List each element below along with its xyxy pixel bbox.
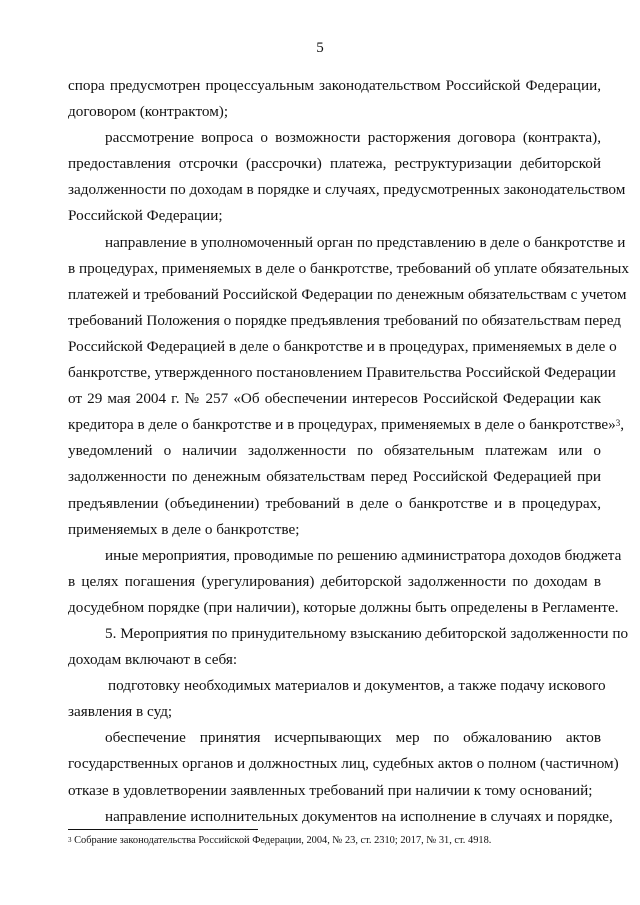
paragraph-1 [68, 73, 601, 125]
text-line: направление в уполномоченный орган по представлению в деле о банкротстве и [105, 233, 626, 251]
text-line: заявления в суд; [68, 703, 173, 721]
text-line: отказе в удовлетворении заявленных требований при наличии к тому оснований; [68, 781, 593, 799]
text-line: спора предусмотрен процессуальным законодательством Российской Федерации, [68, 77, 601, 94]
text-line: иные мероприятия, проводимые по решению администратора доходов бюджета [105, 546, 622, 564]
text-line: предоставления отсрочки (рассрочки) платежа, реструктуризации дебиторской [68, 155, 601, 173]
text-line: уведомлений о наличии задолженности по обязательным платежам или о [68, 442, 601, 460]
paragraph-2 [68, 125, 626, 229]
footnote-ref-comma: , [620, 416, 625, 434]
text-line: от 29 мая 2004 г. № 257 «Об обеспечении интересов Российской Федерации как [68, 390, 601, 408]
text-line: задолженности по денежным обязательствам перед Российской Федерацией при [68, 468, 601, 486]
text-line: обеспечение принятия исчерпывающих мер по обжалованию актов [105, 729, 601, 747]
paragraph-6 [68, 673, 606, 725]
text-line: подготовку необходимых материалов и документов, а также подачу искового [108, 677, 606, 695]
document-body [68, 73, 629, 830]
paragraph-5 [68, 621, 629, 673]
footnote-marker: 3 [68, 836, 72, 844]
page-number: 5 [316, 40, 324, 56]
paragraph-3 [68, 230, 629, 543]
text-line: государственных органов и должностных лиц, судебных актов о полном (частичном) [68, 755, 619, 773]
paragraph-7 [68, 725, 619, 803]
text-line-with-footnote [68, 412, 625, 438]
text-line: требований Положения о порядке предъявления требований по обязательствам перед [68, 311, 621, 329]
footnote-reference[interactable]: 3 [615, 418, 621, 429]
text-line: применяемых в деле о банкротстве; [68, 520, 300, 538]
text-line: Российской Федерацией в деле о банкротстве и в процедурах, применяемых в деле о [68, 337, 617, 355]
text-line: доходам включают в себя: [68, 651, 238, 669]
paragraph-8 [68, 804, 613, 830]
text-line: задолженности по доходам в порядке и случаях, предусмотренных законодательством [68, 181, 626, 199]
footnote-divider [68, 829, 258, 830]
text-line: 5. Мероприятия по принудительному взысканию дебиторской задолженности по [105, 624, 629, 642]
text-line: направление исполнительных документов на исполнение в случаях и порядке, [105, 807, 613, 825]
text-line: досудебном порядке (при наличии), которые должны быть определены в Регламенте. [68, 598, 619, 616]
text-line: рассмотрение вопроса о возможности расторжения договора (контракта), [105, 129, 601, 147]
footnote [68, 834, 608, 848]
text-line: банкротстве, утвержденного постановлением Правительства Российской Федерации [68, 364, 616, 382]
text-line: Российской Федерации; [68, 207, 223, 225]
text-line: в целях погашения (урегулирования) дебиторской задолженности по доходам в [68, 572, 601, 590]
paragraph-4 [68, 543, 622, 621]
text-line: в процедурах, применяемых в деле о банкротстве, требований об уплате обязательных [68, 259, 629, 277]
text-line: платежей и требований Российской Федерации по денежным обязательствам с учетом [68, 285, 627, 303]
text-line: кредитора в деле о банкротстве и в процедурах, применяемых в деле о банкротстве» [68, 416, 616, 434]
text-line: предъявлении (объединении) требований в деле о банкротстве и в процедурах, [68, 494, 601, 512]
footnote-text: Собрание законодательства Российской Федерации, 2004, № 23, ст. 2310; 2017, № 31, ст. 4918. [74, 835, 492, 846]
text-line: договором (контрактом); [68, 103, 229, 121]
